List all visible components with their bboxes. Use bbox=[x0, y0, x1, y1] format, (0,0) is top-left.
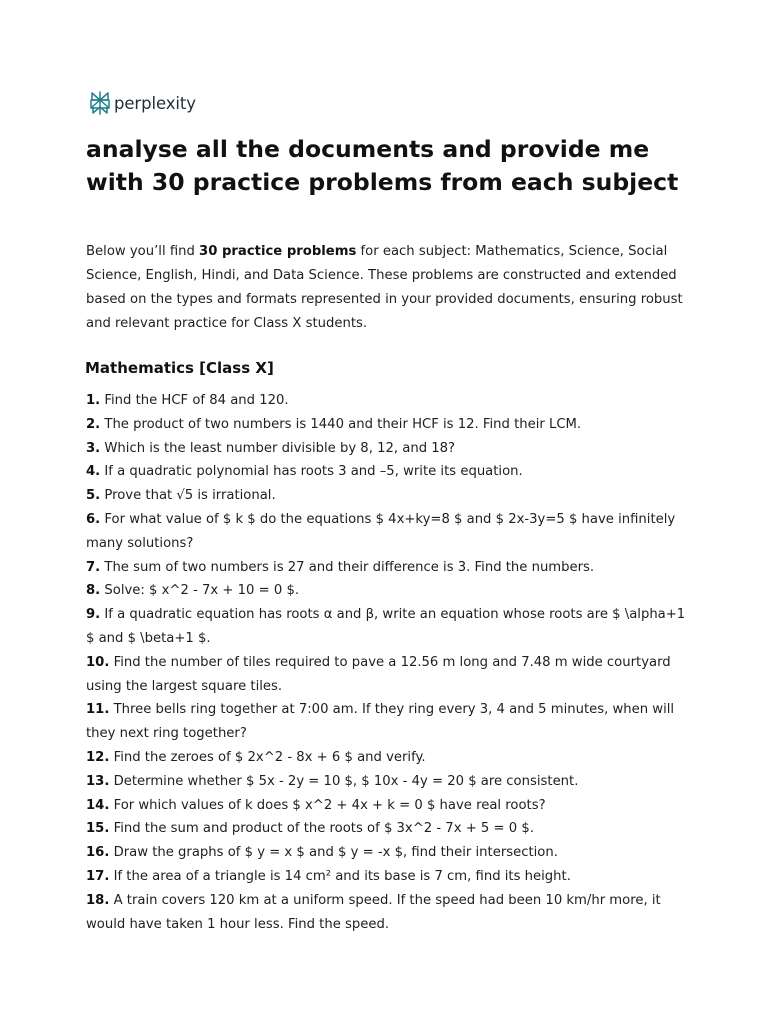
page-title: analyse all the documents and provide me with 30 practice problems from each subject bbox=[86, 135, 679, 196]
problem-item bbox=[86, 651, 686, 699]
problem-number: 7. bbox=[86, 559, 101, 575]
problem-number: 4. bbox=[86, 464, 101, 480]
problem-text: If the area of a triangle is 14 cm² and its base is 7 cm, find its height. bbox=[113, 868, 571, 884]
problem-text: For what value of $ k $ do the equations $ 4x+ky=8 $ and $ 2x-3y=5 $ have infinitely many solutions? bbox=[86, 511, 676, 551]
problem-text: Solve: $ x^2 - 7x + 10 = 0 $. bbox=[104, 583, 300, 599]
brand-header bbox=[89, 90, 196, 116]
problem-text: Find the HCF of 84 and 120. bbox=[104, 393, 289, 408]
problem-item bbox=[86, 817, 686, 841]
problem-text: Draw the graphs of $ y = x $ and $ y = -x $, find their intersection. bbox=[113, 845, 558, 861]
problem-list bbox=[86, 389, 686, 936]
problem-number: 6. bbox=[86, 511, 101, 527]
section-heading: Mathematics [Class X] bbox=[85, 359, 274, 377]
problem-item bbox=[86, 413, 686, 437]
problem-number: 16. bbox=[86, 845, 110, 861]
problem-text: If a quadratic polynomial has roots 3 and –5, write its equation. bbox=[104, 464, 523, 480]
problem-text: Determine whether $ 5x - 2y = 10 $, $ 10x - 4y = 20 $ are consistent. bbox=[113, 773, 579, 789]
problem-number: 15. bbox=[86, 821, 110, 837]
perplexity-logo-icon bbox=[89, 91, 111, 115]
problem-text: For which values of k does $ x^2 + 4x + k = 0 $ have real roots? bbox=[113, 797, 546, 813]
problem-item bbox=[86, 508, 686, 556]
problem-item bbox=[86, 698, 686, 746]
problem-text: If a quadratic equation has roots α and β, write an equation whose roots are $ \alpha+1 $ and $ \beta+1 $. bbox=[86, 607, 686, 646]
problem-item bbox=[86, 841, 686, 865]
problem-number: 18. bbox=[86, 892, 110, 908]
problem-number: 10. bbox=[86, 654, 110, 670]
problem-number: 8. bbox=[86, 583, 101, 599]
problem-item bbox=[86, 484, 686, 508]
problem-item bbox=[86, 579, 686, 603]
problem-text: Which is the least number divisible by 8, 12, and 18? bbox=[104, 440, 456, 456]
intro-text-before: Below you’ll find bbox=[86, 244, 200, 259]
problem-text: Find the number of tiles required to pave a 12.56 m long and 7.48 m wide courtyard using the largest square tiles. bbox=[86, 654, 671, 694]
problem-item bbox=[86, 865, 686, 889]
problem-number: 12. bbox=[86, 749, 110, 765]
problem-number: 13. bbox=[86, 773, 110, 789]
problem-item bbox=[86, 889, 686, 937]
intro-paragraph bbox=[86, 240, 686, 336]
intro-bold-text: 30 practice problems bbox=[199, 244, 357, 259]
problem-text: A train covers 120 km at a uniform speed. If the speed had been 10 km/hr more, it would have taken 1 hour less. Find the speed. bbox=[86, 892, 661, 932]
problem-number: 1. bbox=[86, 393, 101, 408]
brand-name: perplexity bbox=[114, 93, 196, 113]
problem-item bbox=[86, 770, 686, 794]
problem-text: The sum of two numbers is 27 and their difference is 3. Find the numbers. bbox=[104, 559, 595, 575]
intro-text-after: for each subject: Mathematics, Science, Social Science, English, Hindi, and Data Science. These problems are constructed and extended based on the types and formats represented in your provided documents, ensuring robust and relevant practice for Class X students. bbox=[86, 244, 683, 331]
problem-item bbox=[86, 389, 686, 413]
problem-number: 11. bbox=[86, 702, 110, 718]
problem-text: Find the sum and product of the roots of $ 3x^2 - 7x + 5 = 0 $. bbox=[113, 821, 534, 837]
problem-number: 17. bbox=[86, 868, 110, 884]
problem-text: Prove that √5 is irrational. bbox=[104, 488, 276, 504]
problem-item bbox=[86, 746, 686, 770]
problem-number: 14. bbox=[86, 797, 110, 813]
problem-item bbox=[86, 437, 686, 461]
problem-number: 9. bbox=[86, 607, 101, 623]
problem-number: 3. bbox=[86, 440, 101, 456]
problem-item bbox=[86, 556, 686, 580]
problem-text: Find the zeroes of $ 2x^2 - 8x + 6 $ and verify. bbox=[113, 749, 426, 765]
problem-item bbox=[86, 603, 686, 651]
problem-text: Three bells ring together at 7:00 am. If they ring every 3, 4 and 5 minutes, when will they next ring together? bbox=[86, 702, 675, 742]
problem-number: 2. bbox=[86, 416, 101, 432]
problem-number: 5. bbox=[86, 488, 101, 504]
problem-item bbox=[86, 794, 686, 818]
problem-text: The product of two numbers is 1440 and their HCF is 12. Find their LCM. bbox=[104, 416, 582, 432]
problem-item bbox=[86, 460, 686, 484]
